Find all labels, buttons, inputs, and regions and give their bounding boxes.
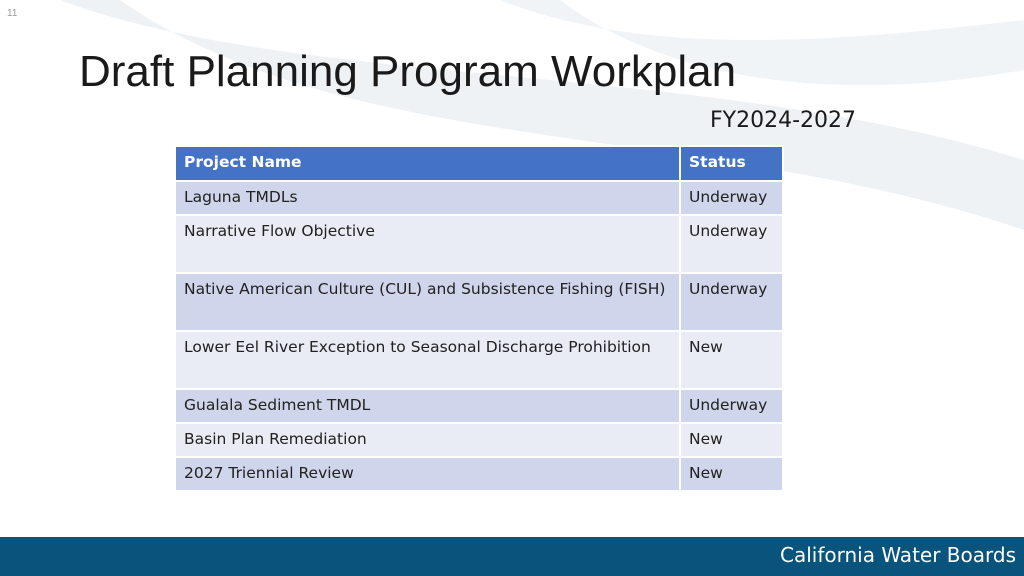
footer-brand-text: California Water Boards bbox=[779, 543, 1016, 567]
table-row bbox=[175, 331, 783, 389]
table-row bbox=[175, 389, 783, 423]
header-project-name: Project Name bbox=[175, 146, 680, 181]
project-name-cell: Native American Culture (CUL) and Subsistence Fishing (FISH) bbox=[175, 273, 680, 331]
table-row bbox=[175, 423, 783, 457]
project-name-cell: Basin Plan Remediation bbox=[175, 423, 680, 457]
table-row bbox=[175, 273, 783, 331]
page-title: Draft Planning Program Workplan bbox=[79, 47, 737, 96]
header-status: Status bbox=[680, 146, 783, 181]
footer-bar bbox=[0, 537, 1024, 576]
workplan-table bbox=[174, 145, 784, 492]
project-name-cell: Lower Eel River Exception to Seasonal Discharge Prohibition bbox=[175, 331, 680, 389]
table-row bbox=[175, 181, 783, 215]
slide-number: 11 bbox=[7, 8, 18, 19]
table-row bbox=[175, 215, 783, 273]
status-cell: New bbox=[680, 457, 783, 491]
project-name-cell: Gualala Sediment TMDL bbox=[175, 389, 680, 423]
status-cell: New bbox=[680, 423, 783, 457]
project-name-cell: 2027 Triennial Review bbox=[175, 457, 680, 491]
status-cell: New bbox=[680, 331, 783, 389]
project-name-cell: Laguna TMDLs bbox=[175, 181, 680, 215]
fiscal-year-subtitle: FY2024-2027 bbox=[710, 108, 857, 133]
status-cell: Underway bbox=[680, 215, 783, 273]
table-header-row bbox=[175, 146, 783, 181]
status-cell: Underway bbox=[680, 273, 783, 331]
status-cell: Underway bbox=[680, 181, 783, 215]
status-cell: Underway bbox=[680, 389, 783, 423]
project-name-cell: Narrative Flow Objective bbox=[175, 215, 680, 273]
table-row bbox=[175, 457, 783, 491]
